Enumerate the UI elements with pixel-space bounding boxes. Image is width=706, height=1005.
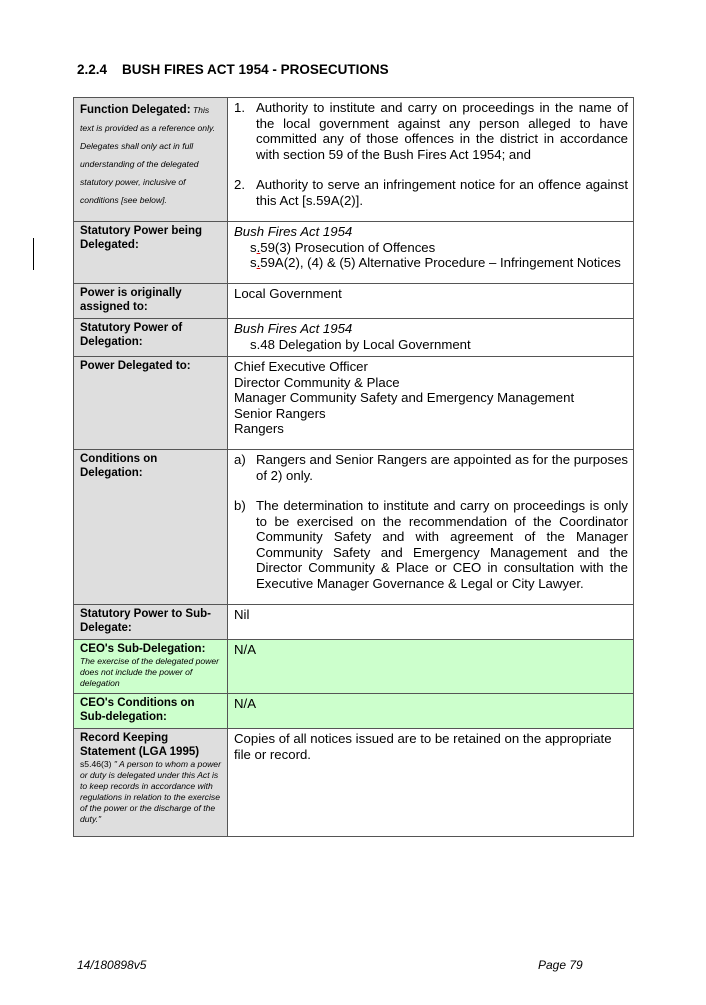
record-keeping-value: Copies of all notices issued are to be retained on the appropriate file or record.	[234, 731, 612, 762]
item-number: b)	[234, 498, 246, 513]
label-sub-delegate: Statutory Power to Sub-Delegate:	[80, 608, 211, 634]
ceo-conditions-value: N/A	[234, 696, 256, 711]
item-text: Rangers and Senior Rangers are appointed as for the purposes of 2) only.	[256, 452, 628, 483]
delegate-name: Senior Rangers	[234, 405, 326, 421]
page-number: Page 79	[538, 958, 583, 972]
label-cell	[74, 319, 228, 357]
label-cell	[74, 450, 228, 605]
label-power-of-delegation: Statutory Power of Delegation:	[80, 322, 183, 348]
item-number: 1.	[234, 100, 245, 115]
value-cell	[228, 357, 634, 450]
condition-item-a	[234, 452, 628, 483]
section-number: 2.2.4	[77, 62, 108, 77]
value-cell	[228, 450, 634, 605]
item-text: Authority to institute and carry on proceedings in the name of the local government against any person alleged to have committed any of those offences in the district in accordance with section 59 of the Bush Fires Act 1954; and	[256, 100, 628, 162]
item-number: 2.	[234, 177, 245, 192]
section-heading	[77, 62, 389, 77]
function-item-1	[234, 100, 628, 162]
label-note: The exercise of the delegated power does not include the power of delegation	[80, 656, 220, 688]
value-cell	[228, 319, 634, 357]
row-statutory-power	[74, 222, 634, 284]
ceo-sub-delegation-value: N/A	[234, 642, 256, 657]
row-function-delegated	[74, 98, 634, 222]
value-cell	[228, 729, 634, 837]
section-line: s.59(3) Prosecution of Offences	[250, 239, 436, 255]
label-ceo-sub-delegation: CEO's Sub-Delegation:	[80, 643, 206, 655]
value-cell	[228, 222, 634, 284]
label-delegated-to: Power Delegated to:	[80, 360, 191, 372]
item-text: Authority to serve an infringement notice for an offence against this Act [s.59A(2)].	[256, 177, 628, 208]
row-ceo-sub-delegation	[74, 640, 634, 694]
assigned-value: Local Government	[234, 286, 342, 301]
act-name: Bush Fires Act 1954	[234, 224, 353, 239]
label-cell	[74, 98, 228, 222]
label-originally-assigned: Power is originally assigned to:	[80, 287, 182, 313]
delegate-name: Chief Executive Officer	[234, 359, 368, 374]
item-number: a)	[234, 452, 246, 467]
section-line: s.48 Delegation by Local Government	[250, 336, 471, 352]
value-cell	[228, 284, 634, 319]
condition-item-b	[234, 498, 628, 591]
value-cell	[228, 605, 634, 640]
record-keeping-statement: s5.46(3) " A person to whom a power or duty is delegated under this Act is to keep records in accordance with regulations in relation to the exercise of the power or the discharge of the duty."	[80, 759, 221, 824]
label-function-delegated: Function Delegated:	[80, 104, 191, 116]
label-cell	[74, 694, 228, 729]
label-cell	[74, 605, 228, 640]
row-power-of-delegation	[74, 319, 634, 357]
value-cell	[228, 98, 634, 222]
label-cell	[74, 357, 228, 450]
row-delegated-to	[74, 357, 634, 450]
delegate-name: Rangers	[234, 421, 284, 436]
section-title: BUSH FIRES ACT 1954 - PROSECUTIONS	[122, 62, 389, 77]
label-conditions: Conditions on Delegation:	[80, 453, 158, 479]
row-conditions	[74, 450, 634, 605]
revision-change-bar	[33, 238, 34, 270]
act-name: Bush Fires Act 1954	[234, 321, 353, 336]
value-cell	[228, 694, 634, 729]
label-note: This text is provided as a reference only. Delegates shall only act in full understanding of the delegated statutory power, inclusive of conditions [see below].	[80, 105, 216, 205]
item-text: The determination to institute and carry on proceedings is only to be exercised on the recommendation of the Coordinator Community Safety and with agreement of the Manager Community Safety and Emergency Management and the Director Community & Place or CEO in consultation with the Executive Manager Governance & Legal or City Lawyer.	[256, 498, 628, 591]
delegation-table	[73, 97, 634, 837]
section-line: s.59A(2), (4) & (5) Alternative Procedure – Infringement Notices	[250, 255, 621, 270]
value-cell	[228, 640, 634, 694]
label-cell	[74, 222, 228, 284]
label-cell	[74, 640, 228, 694]
document-reference: 14/180898v5	[77, 958, 147, 972]
delegate-name: Manager Community Safety and Emergency Management	[234, 390, 575, 405]
function-item-2	[234, 177, 628, 208]
row-record-keeping	[74, 729, 634, 837]
label-cell	[74, 284, 228, 319]
delegate-name: Director Community & Place	[234, 374, 400, 390]
sub-delegate-value: Nil	[234, 607, 250, 622]
row-sub-delegate	[74, 605, 634, 640]
row-ceo-conditions	[74, 694, 634, 729]
label-statutory-power: Statutory Power being Delegated:	[80, 225, 203, 251]
label-ceo-conditions: CEO's Conditions on Sub-delegation:	[80, 697, 195, 723]
label-cell	[74, 729, 228, 837]
label-record-keeping: Record Keeping Statement (LGA 1995)	[80, 732, 200, 758]
row-originally-assigned	[74, 284, 634, 319]
